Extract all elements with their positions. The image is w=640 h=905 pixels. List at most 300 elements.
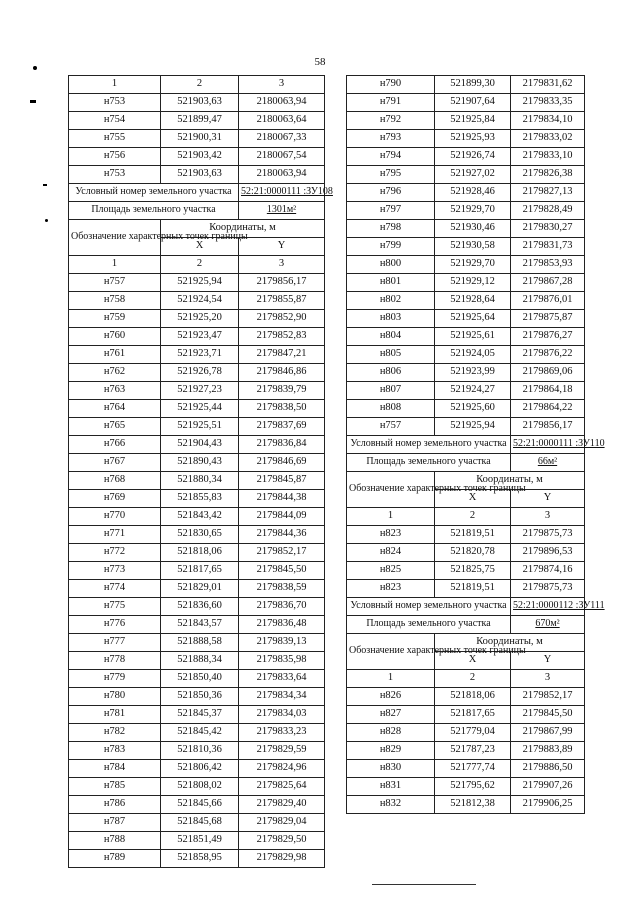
coord-x: 521925,84 — [435, 112, 511, 130]
column-number: 1 — [347, 670, 435, 688]
point-id: н794 — [347, 148, 435, 166]
coord-x: 521820,78 — [435, 544, 511, 562]
point-id: н787 — [69, 814, 161, 832]
coord-x: 521779,04 — [435, 724, 511, 742]
point-id: н762 — [69, 364, 161, 382]
cadastral-number-value: 52:21:0000111 :ЗУ110 — [511, 436, 585, 454]
table-row — [69, 436, 325, 454]
table-row — [347, 274, 585, 292]
coord-x: 521923,99 — [435, 364, 511, 382]
point-id: н804 — [347, 328, 435, 346]
point-id: н805 — [347, 346, 435, 364]
coord-x: 521926,74 — [435, 148, 511, 166]
column-number: 1 — [69, 256, 161, 274]
table-row — [69, 670, 325, 688]
coord-x: 521924,54 — [161, 292, 239, 310]
column-number: 2 — [161, 76, 239, 94]
coord-x: 521845,37 — [161, 706, 239, 724]
coord-x: 521904,43 — [161, 436, 239, 454]
coord-x: 521925,61 — [435, 328, 511, 346]
coord-y: 2179907,26 — [511, 778, 585, 796]
point-id: н803 — [347, 310, 435, 328]
point-id: н753 — [69, 94, 161, 112]
coord-x: 521855,83 — [161, 490, 239, 508]
coord-y: 2179839,79 — [239, 382, 325, 400]
coord-x: 521925,93 — [435, 130, 511, 148]
cadastral-number-label: Условный номер земельного участка — [69, 184, 239, 202]
coord-y: 2179836,48 — [239, 616, 325, 634]
coord-x: 521925,94 — [161, 274, 239, 292]
point-id: н824 — [347, 544, 435, 562]
table-row — [69, 544, 325, 562]
table-row — [69, 706, 325, 724]
point-id: н823 — [347, 526, 435, 544]
coord-y: 2180063,64 — [239, 112, 325, 130]
table-row — [69, 274, 325, 292]
point-id: н784 — [69, 760, 161, 778]
scan-mark — [33, 66, 37, 70]
table-row — [347, 166, 585, 184]
coord-y: 2179875,73 — [511, 526, 585, 544]
point-id: н788 — [69, 832, 161, 850]
coord-x: 521806,42 — [161, 760, 239, 778]
coord-y: 2179834,10 — [511, 112, 585, 130]
table-row — [347, 472, 585, 490]
table-row — [69, 454, 325, 472]
table-row — [347, 616, 585, 634]
coord-y: 2179847,21 — [239, 346, 325, 364]
coord-x: 521858,95 — [161, 850, 239, 868]
coord-x: 521930,46 — [435, 220, 511, 238]
coord-y: 2179833,02 — [511, 130, 585, 148]
coord-y: 2179834,03 — [239, 706, 325, 724]
coord-y: 2179837,69 — [239, 418, 325, 436]
point-id: н806 — [347, 364, 435, 382]
coord-y: 2180063,94 — [239, 166, 325, 184]
column-number: 3 — [239, 256, 325, 274]
coord-x: 521925,44 — [161, 400, 239, 418]
point-id: н758 — [69, 292, 161, 310]
coord-x: 521907,64 — [435, 94, 511, 112]
point-id: н759 — [69, 310, 161, 328]
point-id: н771 — [69, 526, 161, 544]
coord-y: 2179876,27 — [511, 328, 585, 346]
coord-y: 2179833,23 — [239, 724, 325, 742]
coord-y: 2179838,59 — [239, 580, 325, 598]
coord-y: 2179831,73 — [511, 238, 585, 256]
point-designation-header: Обозначение характерных точек границы — [347, 472, 435, 508]
coord-x: 521888,58 — [161, 634, 239, 652]
point-id: н801 — [347, 274, 435, 292]
point-id: н830 — [347, 760, 435, 778]
coord-y: 2179836,84 — [239, 436, 325, 454]
point-id: н798 — [347, 220, 435, 238]
coord-y: 2179829,98 — [239, 850, 325, 868]
table-row — [69, 148, 325, 166]
x-column-header: X — [435, 652, 511, 670]
coord-y: 2179886,50 — [511, 760, 585, 778]
coord-y: 2179867,99 — [511, 724, 585, 742]
point-id: н829 — [347, 742, 435, 760]
point-id: н756 — [69, 148, 161, 166]
table-row — [69, 490, 325, 508]
coord-x: 521899,47 — [161, 112, 239, 130]
coord-y: 2179876,01 — [511, 292, 585, 310]
coord-y: 2179875,73 — [511, 580, 585, 598]
column-number: 3 — [239, 76, 325, 94]
point-id: н757 — [69, 274, 161, 292]
table-row — [347, 760, 585, 778]
point-id: н779 — [69, 670, 161, 688]
point-id: н763 — [69, 382, 161, 400]
table-row — [69, 400, 325, 418]
coord-y: 2180067,33 — [239, 130, 325, 148]
point-id: н769 — [69, 490, 161, 508]
coord-x: 521924,27 — [435, 382, 511, 400]
coord-x: 521928,46 — [435, 184, 511, 202]
point-id: н764 — [69, 400, 161, 418]
coord-y: 2179845,50 — [511, 706, 585, 724]
coord-x: 521903,63 — [161, 166, 239, 184]
point-id: н832 — [347, 796, 435, 814]
coord-y: 2179853,93 — [511, 256, 585, 274]
coord-y: 2179845,87 — [239, 472, 325, 490]
coord-y: 2179829,59 — [239, 742, 325, 760]
point-id: н808 — [347, 400, 435, 418]
point-id: н792 — [347, 112, 435, 130]
area-label: Площадь земельного участка — [69, 202, 239, 220]
point-id: н772 — [69, 544, 161, 562]
coord-x: 521829,01 — [161, 580, 239, 598]
table-row — [69, 688, 325, 706]
table-row — [69, 526, 325, 544]
coord-y: 2179875,87 — [511, 310, 585, 328]
coord-x: 521818,06 — [161, 544, 239, 562]
table-row — [347, 202, 585, 220]
coord-y: 2179867,28 — [511, 274, 585, 292]
table-row — [347, 256, 585, 274]
point-id: н802 — [347, 292, 435, 310]
coord-y: 2179829,04 — [239, 814, 325, 832]
area-value: 670м² — [511, 616, 585, 634]
point-id: н825 — [347, 562, 435, 580]
coord-y: 2179846,69 — [239, 454, 325, 472]
column-number: 3 — [511, 508, 585, 526]
table-row — [69, 112, 325, 130]
table-row — [347, 742, 585, 760]
column-number: 2 — [435, 508, 511, 526]
column-number: 3 — [511, 670, 585, 688]
table-row — [69, 760, 325, 778]
point-id: н783 — [69, 742, 161, 760]
table-row — [347, 310, 585, 328]
coord-y: 2179833,64 — [239, 670, 325, 688]
point-id: н797 — [347, 202, 435, 220]
point-id: н766 — [69, 436, 161, 454]
table-row — [347, 580, 585, 598]
coordinates-header: Координаты, м — [435, 472, 585, 490]
table-row — [347, 508, 585, 526]
coord-x: 521925,64 — [435, 310, 511, 328]
table-row — [347, 706, 585, 724]
table-row — [347, 544, 585, 562]
coord-y: 2179833,35 — [511, 94, 585, 112]
point-id: н782 — [69, 724, 161, 742]
table-row — [69, 724, 325, 742]
table-row — [347, 328, 585, 346]
coord-y: 2179828,49 — [511, 202, 585, 220]
coord-y: 2179876,22 — [511, 346, 585, 364]
point-id: н781 — [69, 706, 161, 724]
point-id: н791 — [347, 94, 435, 112]
coord-x: 521836,60 — [161, 598, 239, 616]
coord-y: 2179829,50 — [239, 832, 325, 850]
coord-x: 521925,60 — [435, 400, 511, 418]
table-row — [69, 364, 325, 382]
point-designation-header: Обозначение характерных точек границы — [69, 220, 161, 256]
point-id: н827 — [347, 706, 435, 724]
table-row — [347, 670, 585, 688]
table-row — [347, 220, 585, 238]
coord-y: 2179856,17 — [511, 418, 585, 436]
coord-y: 2179845,50 — [239, 562, 325, 580]
point-id: н795 — [347, 166, 435, 184]
coord-x: 521825,75 — [435, 562, 511, 580]
coord-y: 2179846,86 — [239, 364, 325, 382]
table-row — [347, 238, 585, 256]
point-id: н789 — [69, 850, 161, 868]
table-row — [69, 184, 325, 202]
coord-y: 2179825,64 — [239, 778, 325, 796]
coord-y: 2179852,17 — [239, 544, 325, 562]
coord-x: 521927,23 — [161, 382, 239, 400]
coord-x: 521851,49 — [161, 832, 239, 850]
table-row — [69, 382, 325, 400]
table-row — [69, 562, 325, 580]
coord-y: 2179844,36 — [239, 526, 325, 544]
table-row — [347, 562, 585, 580]
table-row — [69, 580, 325, 598]
table-row — [69, 76, 325, 94]
table-row — [69, 292, 325, 310]
coord-y: 2179824,96 — [239, 760, 325, 778]
table-row — [69, 832, 325, 850]
cadastral-number-value: 52:21:0000112 :ЗУ111 — [511, 598, 585, 616]
point-id: н774 — [69, 580, 161, 598]
coord-x: 521845,66 — [161, 796, 239, 814]
coordinates-table-right — [346, 75, 605, 814]
area-label: Площадь земельного участка — [347, 616, 511, 634]
coord-x: 521929,70 — [435, 256, 511, 274]
point-id: н790 — [347, 76, 435, 94]
coord-x: 521900,31 — [161, 130, 239, 148]
coord-x: 521817,65 — [161, 562, 239, 580]
table-row — [347, 94, 585, 112]
table-row — [347, 382, 585, 400]
coord-y: 2179827,13 — [511, 184, 585, 202]
coord-y: 2179852,90 — [239, 310, 325, 328]
coord-y: 2179829,40 — [239, 796, 325, 814]
table-row — [347, 526, 585, 544]
coord-y: 2179833,10 — [511, 148, 585, 166]
table-row — [347, 364, 585, 382]
coord-x: 521903,42 — [161, 148, 239, 166]
scan-mark — [45, 219, 48, 222]
table-row — [347, 418, 585, 436]
coord-y: 2179869,06 — [511, 364, 585, 382]
coord-y: 2180067,54 — [239, 148, 325, 166]
coord-x: 521899,30 — [435, 76, 511, 94]
table-row — [69, 796, 325, 814]
coordinates-table-left — [68, 75, 333, 868]
coord-x: 521930,58 — [435, 238, 511, 256]
column-number: 1 — [69, 76, 161, 94]
coord-y: 2179864,18 — [511, 382, 585, 400]
coord-y: 2180063,94 — [239, 94, 325, 112]
coord-x: 521845,68 — [161, 814, 239, 832]
point-id: н753 — [69, 166, 161, 184]
point-id: н799 — [347, 238, 435, 256]
table-row — [347, 76, 585, 94]
coord-y: 2179844,38 — [239, 490, 325, 508]
coord-y: 2179826,38 — [511, 166, 585, 184]
coord-y: 2179830,27 — [511, 220, 585, 238]
table-row — [69, 778, 325, 796]
table-row — [69, 202, 325, 220]
point-id: н796 — [347, 184, 435, 202]
table-row — [347, 184, 585, 202]
point-id: н755 — [69, 130, 161, 148]
point-id: н828 — [347, 724, 435, 742]
cadastral-number-label: Условный номер земельного участка — [347, 598, 511, 616]
point-id: н823 — [347, 580, 435, 598]
column-number: 2 — [435, 670, 511, 688]
table-row — [69, 616, 325, 634]
point-id: н807 — [347, 382, 435, 400]
coord-x: 521808,02 — [161, 778, 239, 796]
coord-x: 521830,65 — [161, 526, 239, 544]
footer-divider — [372, 884, 476, 885]
coord-y: 2179838,50 — [239, 400, 325, 418]
cadastral-number-value: 52:21:0000111 :ЗУ108 — [239, 184, 325, 202]
point-id: н785 — [69, 778, 161, 796]
coord-x: 521843,42 — [161, 508, 239, 526]
coord-x: 521880,34 — [161, 472, 239, 490]
coord-x: 521795,62 — [435, 778, 511, 796]
scan-mark — [30, 100, 36, 103]
point-id: н761 — [69, 346, 161, 364]
coord-y: 2179855,87 — [239, 292, 325, 310]
coord-x: 521819,51 — [435, 580, 511, 598]
point-id: н757 — [347, 418, 435, 436]
point-id: н800 — [347, 256, 435, 274]
table-row — [69, 508, 325, 526]
table-row — [347, 436, 585, 454]
point-id: н793 — [347, 130, 435, 148]
table-row — [69, 742, 325, 760]
table-row — [69, 94, 325, 112]
coord-x: 521924,05 — [435, 346, 511, 364]
coord-x: 521925,20 — [161, 310, 239, 328]
coord-x: 521927,02 — [435, 166, 511, 184]
coord-y: 2179852,17 — [511, 688, 585, 706]
coord-x: 521845,42 — [161, 724, 239, 742]
x-column-header: X — [161, 238, 239, 256]
point-id: н826 — [347, 688, 435, 706]
coord-y: 2179834,34 — [239, 688, 325, 706]
table-row — [347, 598, 585, 616]
table-row — [69, 346, 325, 364]
table-row — [347, 688, 585, 706]
coord-x: 521888,34 — [161, 652, 239, 670]
table-row — [347, 778, 585, 796]
coord-x: 521929,12 — [435, 274, 511, 292]
point-id: н778 — [69, 652, 161, 670]
table-row — [347, 148, 585, 166]
coord-x: 521903,63 — [161, 94, 239, 112]
table-row — [347, 112, 585, 130]
coord-x: 521928,64 — [435, 292, 511, 310]
point-designation-header: Обозначение характерных точек границы — [347, 634, 435, 670]
y-column-header: Y — [511, 490, 585, 508]
point-id: н770 — [69, 508, 161, 526]
table-row — [69, 310, 325, 328]
coord-x: 521777,74 — [435, 760, 511, 778]
coord-x: 521812,38 — [435, 796, 511, 814]
coord-x: 521818,06 — [435, 688, 511, 706]
table-row — [69, 130, 325, 148]
table-row — [347, 346, 585, 364]
coord-x: 521850,36 — [161, 688, 239, 706]
point-id: н773 — [69, 562, 161, 580]
column-number: 2 — [161, 256, 239, 274]
coord-y: 2179856,17 — [239, 274, 325, 292]
coord-y: 2179831,62 — [511, 76, 585, 94]
table-row — [69, 418, 325, 436]
cadastral-number-label: Условный номер земельного участка — [347, 436, 511, 454]
point-id: н767 — [69, 454, 161, 472]
x-column-header: X — [435, 490, 511, 508]
coord-y: 2179844,09 — [239, 508, 325, 526]
table-row — [347, 454, 585, 472]
column-number: 1 — [347, 508, 435, 526]
coord-x: 521890,43 — [161, 454, 239, 472]
table-row — [69, 652, 325, 670]
table-row — [69, 256, 325, 274]
table-row — [69, 166, 325, 184]
coord-x: 521925,51 — [161, 418, 239, 436]
page-number: 58 — [314, 56, 326, 68]
point-id: н780 — [69, 688, 161, 706]
coord-x: 521923,47 — [161, 328, 239, 346]
coord-y: 2179896,53 — [511, 544, 585, 562]
coord-y: 2179883,89 — [511, 742, 585, 760]
area-label: Площадь земельного участка — [347, 454, 511, 472]
coord-y: 2179874,16 — [511, 562, 585, 580]
coord-x: 521923,71 — [161, 346, 239, 364]
coord-x: 521819,51 — [435, 526, 511, 544]
coord-x: 521929,70 — [435, 202, 511, 220]
table-row — [69, 850, 325, 868]
scan-mark — [43, 184, 47, 186]
coord-x: 521817,65 — [435, 706, 511, 724]
coord-x: 521843,57 — [161, 616, 239, 634]
table-row — [69, 814, 325, 832]
point-id: н777 — [69, 634, 161, 652]
y-column-header: Y — [239, 238, 325, 256]
point-id: н765 — [69, 418, 161, 436]
coord-x: 521850,40 — [161, 670, 239, 688]
